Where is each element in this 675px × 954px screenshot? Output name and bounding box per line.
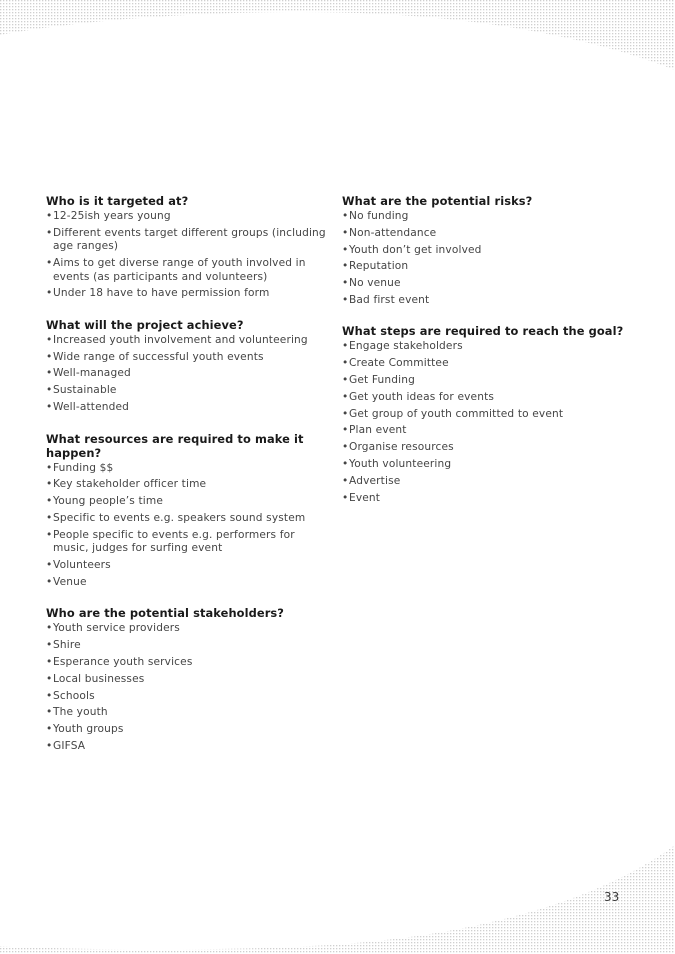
page-number: 33: [604, 890, 620, 904]
list-item: • Different events target different groups (including age ranges): [46, 227, 326, 254]
section-what-steps-are-required-to-reach-the-goal: [342, 324, 642, 505]
bullet-list: [46, 622, 326, 753]
list-item: • Sustainable: [46, 384, 326, 398]
list-item: • Well-managed: [46, 367, 326, 381]
section-heading: Who are the potential stakeholders?: [46, 606, 284, 621]
list-item: • Reputation: [342, 260, 642, 274]
section-who-is-it-targeted-at: [46, 194, 326, 301]
list-item: • Event: [342, 492, 642, 506]
list-item: • Specific to events e.g. speakers sound system: [46, 512, 326, 526]
section-heading: What are the potential risks?: [342, 194, 533, 208]
list-item: • Shire: [46, 639, 326, 653]
list-item: • Get Funding: [342, 374, 642, 388]
list-item: • Youth groups: [46, 723, 326, 737]
list-item: • Key stakeholder officer time: [46, 478, 326, 492]
list-item: • The youth: [46, 706, 326, 720]
bullet-list: [342, 210, 642, 307]
list-item: • Esperance youth services: [46, 656, 326, 670]
list-item: • Get youth ideas for events: [342, 391, 642, 405]
list-item: • Get group of youth committed to event: [342, 408, 642, 422]
list-item: • Youth don’t get involved: [342, 244, 642, 258]
list-item: • Advertise: [342, 475, 642, 489]
list-item: • People specific to events e.g. performers for music, judges for surfing event: [46, 529, 326, 556]
bullet-list: [46, 334, 326, 415]
section-what-will-the-project-achieve: [46, 318, 326, 415]
list-item: • No venue: [342, 277, 642, 291]
list-item: • Local businesses: [46, 673, 326, 687]
list-item: • Bad first event: [342, 294, 642, 308]
section-what-are-the-potential-risks: [342, 194, 642, 307]
list-item: • 12-25ish years young: [46, 210, 326, 224]
list-item: • Create Committee: [342, 357, 642, 371]
list-item: • Schools: [46, 690, 326, 704]
section-heading: What steps are required to reach the goal?: [342, 324, 624, 339]
right-column: [342, 194, 642, 522]
list-item: • Non-attendance: [342, 227, 642, 241]
section-what-resources-are-required-to-make-it-happen: [46, 432, 326, 590]
list-item: • Young people’s time: [46, 495, 326, 509]
list-item: • Increased youth involvement and volunteering: [46, 334, 326, 348]
list-item: • Engage stakeholders: [342, 340, 642, 354]
list-item: • Aims to get diverse range of youth involved in events (as participants and volunteers): [46, 257, 326, 284]
list-item: • Organise resources: [342, 441, 642, 455]
list-item: • Wide range of successful youth events: [46, 351, 326, 365]
left-column: [46, 194, 326, 770]
list-item: • Youth service providers: [46, 622, 326, 636]
bullet-list: [46, 210, 326, 301]
section-heading: What resources are required to make it happen?: [46, 431, 304, 460]
list-item: • GIFSA: [46, 740, 326, 754]
list-item: • Well-attended: [46, 401, 326, 415]
list-item: • Plan event: [342, 424, 642, 438]
list-item: • Volunteers: [46, 559, 326, 573]
bullet-list: [46, 462, 326, 590]
list-item: • Venue: [46, 576, 326, 590]
list-item: • Youth volunteering: [342, 458, 642, 472]
section-heading: What will the project achieve?: [46, 317, 244, 332]
section-who-are-the-potential-stakeholders: [46, 606, 326, 753]
list-item: • Funding $$: [46, 462, 326, 476]
bullet-list: [342, 340, 642, 505]
list-item: • Under 18 have to have permission form: [46, 287, 326, 301]
list-item: • No funding: [342, 210, 642, 224]
section-heading: Who is it targeted at?: [46, 194, 189, 208]
